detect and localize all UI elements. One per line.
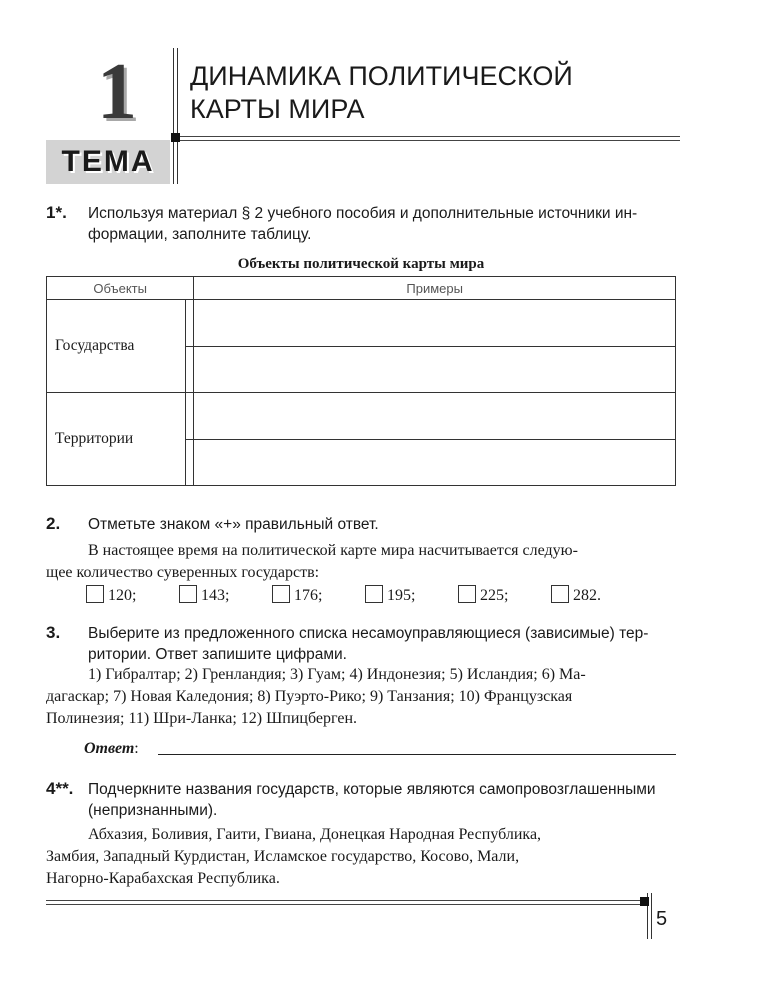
task-instruction (88, 779, 688, 821)
footer-rule (46, 900, 646, 901)
text-line: дагаскар; 7) Новая Каледония; 8) Пуэрто-Рико; 9) Танзания; 10) Французская (46, 688, 573, 705)
task-question (46, 540, 676, 584)
text-line: формации, заполните таблицу. (88, 226, 312, 243)
table-row-header-states: Государства (47, 300, 186, 393)
answer-option[interactable] (86, 585, 136, 606)
option-label: 195; (387, 587, 416, 604)
task-instruction (88, 623, 678, 665)
page-title (190, 60, 670, 126)
option-label: 282. (573, 587, 601, 604)
table-header-examples: Примеры (194, 277, 676, 300)
text-line: Нагорно-Карабахская Республика. (46, 870, 280, 887)
text-line: щее количество суверенных государств: (46, 564, 320, 581)
footer-divider (651, 893, 652, 939)
option-label: 143; (201, 587, 230, 604)
text-line: 1) Гибралтар; 2) Гренландия; 3) Гуам; 4) Индонезия; 5) Исландия; 6) Ма- (88, 666, 586, 683)
table-cell-input[interactable] (186, 346, 194, 393)
table-cell-input[interactable] (194, 346, 676, 393)
checkbox[interactable] (86, 585, 104, 603)
page-number: 5 (656, 908, 668, 930)
table-cell-input[interactable] (186, 439, 194, 486)
answer-label-text: Ответ (84, 740, 135, 757)
option-label: 120; (108, 587, 137, 604)
objects-table (46, 276, 676, 486)
topic-number: 1 (97, 48, 137, 136)
task-number: 2. (46, 514, 61, 533)
task-number: 1*. (46, 203, 67, 222)
table-cell-input[interactable] (194, 439, 676, 486)
footer-square-marker (640, 897, 649, 906)
answer-option[interactable] (272, 585, 322, 606)
header-rule (178, 136, 680, 137)
checkbox[interactable] (272, 585, 290, 603)
topic-label: ТЕМА (61, 145, 155, 178)
table-row-header-territories: Территории (47, 393, 186, 486)
answer-label (84, 740, 139, 758)
answer-option[interactable] (458, 585, 508, 606)
table-cell-input[interactable] (186, 300, 194, 347)
option-label: 176; (294, 587, 323, 604)
task-number: 4**. (46, 779, 74, 798)
text-line: В настоящее время на политической карте мира насчитывается следую- (88, 542, 578, 559)
text-line: ритории. Ответ запишите цифрами. (88, 646, 347, 663)
text-line: (непризнанными). (88, 802, 218, 819)
answer-label-colon: : (134, 740, 139, 757)
page-title-line: ДИНАМИКА ПОЛИТИЧЕСКОЙ (190, 61, 573, 91)
states-list (46, 824, 676, 890)
header-rule (178, 140, 680, 141)
answer-option[interactable] (179, 585, 229, 606)
option-label: 225; (480, 587, 509, 604)
table-caption: Объекты политической карты мира (237, 256, 485, 272)
table-header-objects: Объекты (47, 277, 194, 300)
table-cell-input[interactable] (194, 393, 676, 440)
header-divider (173, 48, 174, 184)
task-instruction: Отметьте знаком «+» правильный ответ. (88, 516, 379, 533)
checkbox[interactable] (458, 585, 476, 603)
checkbox[interactable] (551, 585, 569, 603)
text-line: Замбия, Западный Курдистан, Исламское государство, Косово, Мали, (46, 848, 520, 865)
page-title-line: КАРТЫ МИРА (190, 94, 365, 124)
checkbox[interactable] (365, 585, 383, 603)
table-cell-input[interactable] (186, 393, 194, 440)
table-cell-input[interactable] (194, 300, 676, 347)
text-line: Выберите из предложенного списка несамоуправляющиеся (зависимые) тер- (88, 625, 649, 642)
answer-input-line[interactable] (158, 754, 676, 755)
text-line: Используя материал § 2 учебного пособия и дополнительные источники ин- (88, 205, 638, 222)
text-line: Подчеркните названия государств, которые являются самопровозглашенными (88, 781, 656, 798)
answer-option[interactable] (551, 585, 601, 606)
footer-rule (46, 904, 646, 905)
answer-option[interactable] (365, 585, 415, 606)
territories-list (46, 664, 676, 730)
text-line: Полинезия; 11) Шри-Ланка; 12) Шпицберген. (46, 710, 357, 727)
header-square-marker (171, 133, 180, 142)
task-number: 3. (46, 623, 61, 642)
text-line: Абхазия, Боливия, Гаити, Гвиана, Донецкая Народная Республика, (88, 826, 542, 843)
checkbox[interactable] (179, 585, 197, 603)
task-instruction (88, 203, 678, 245)
header-divider (177, 48, 178, 184)
